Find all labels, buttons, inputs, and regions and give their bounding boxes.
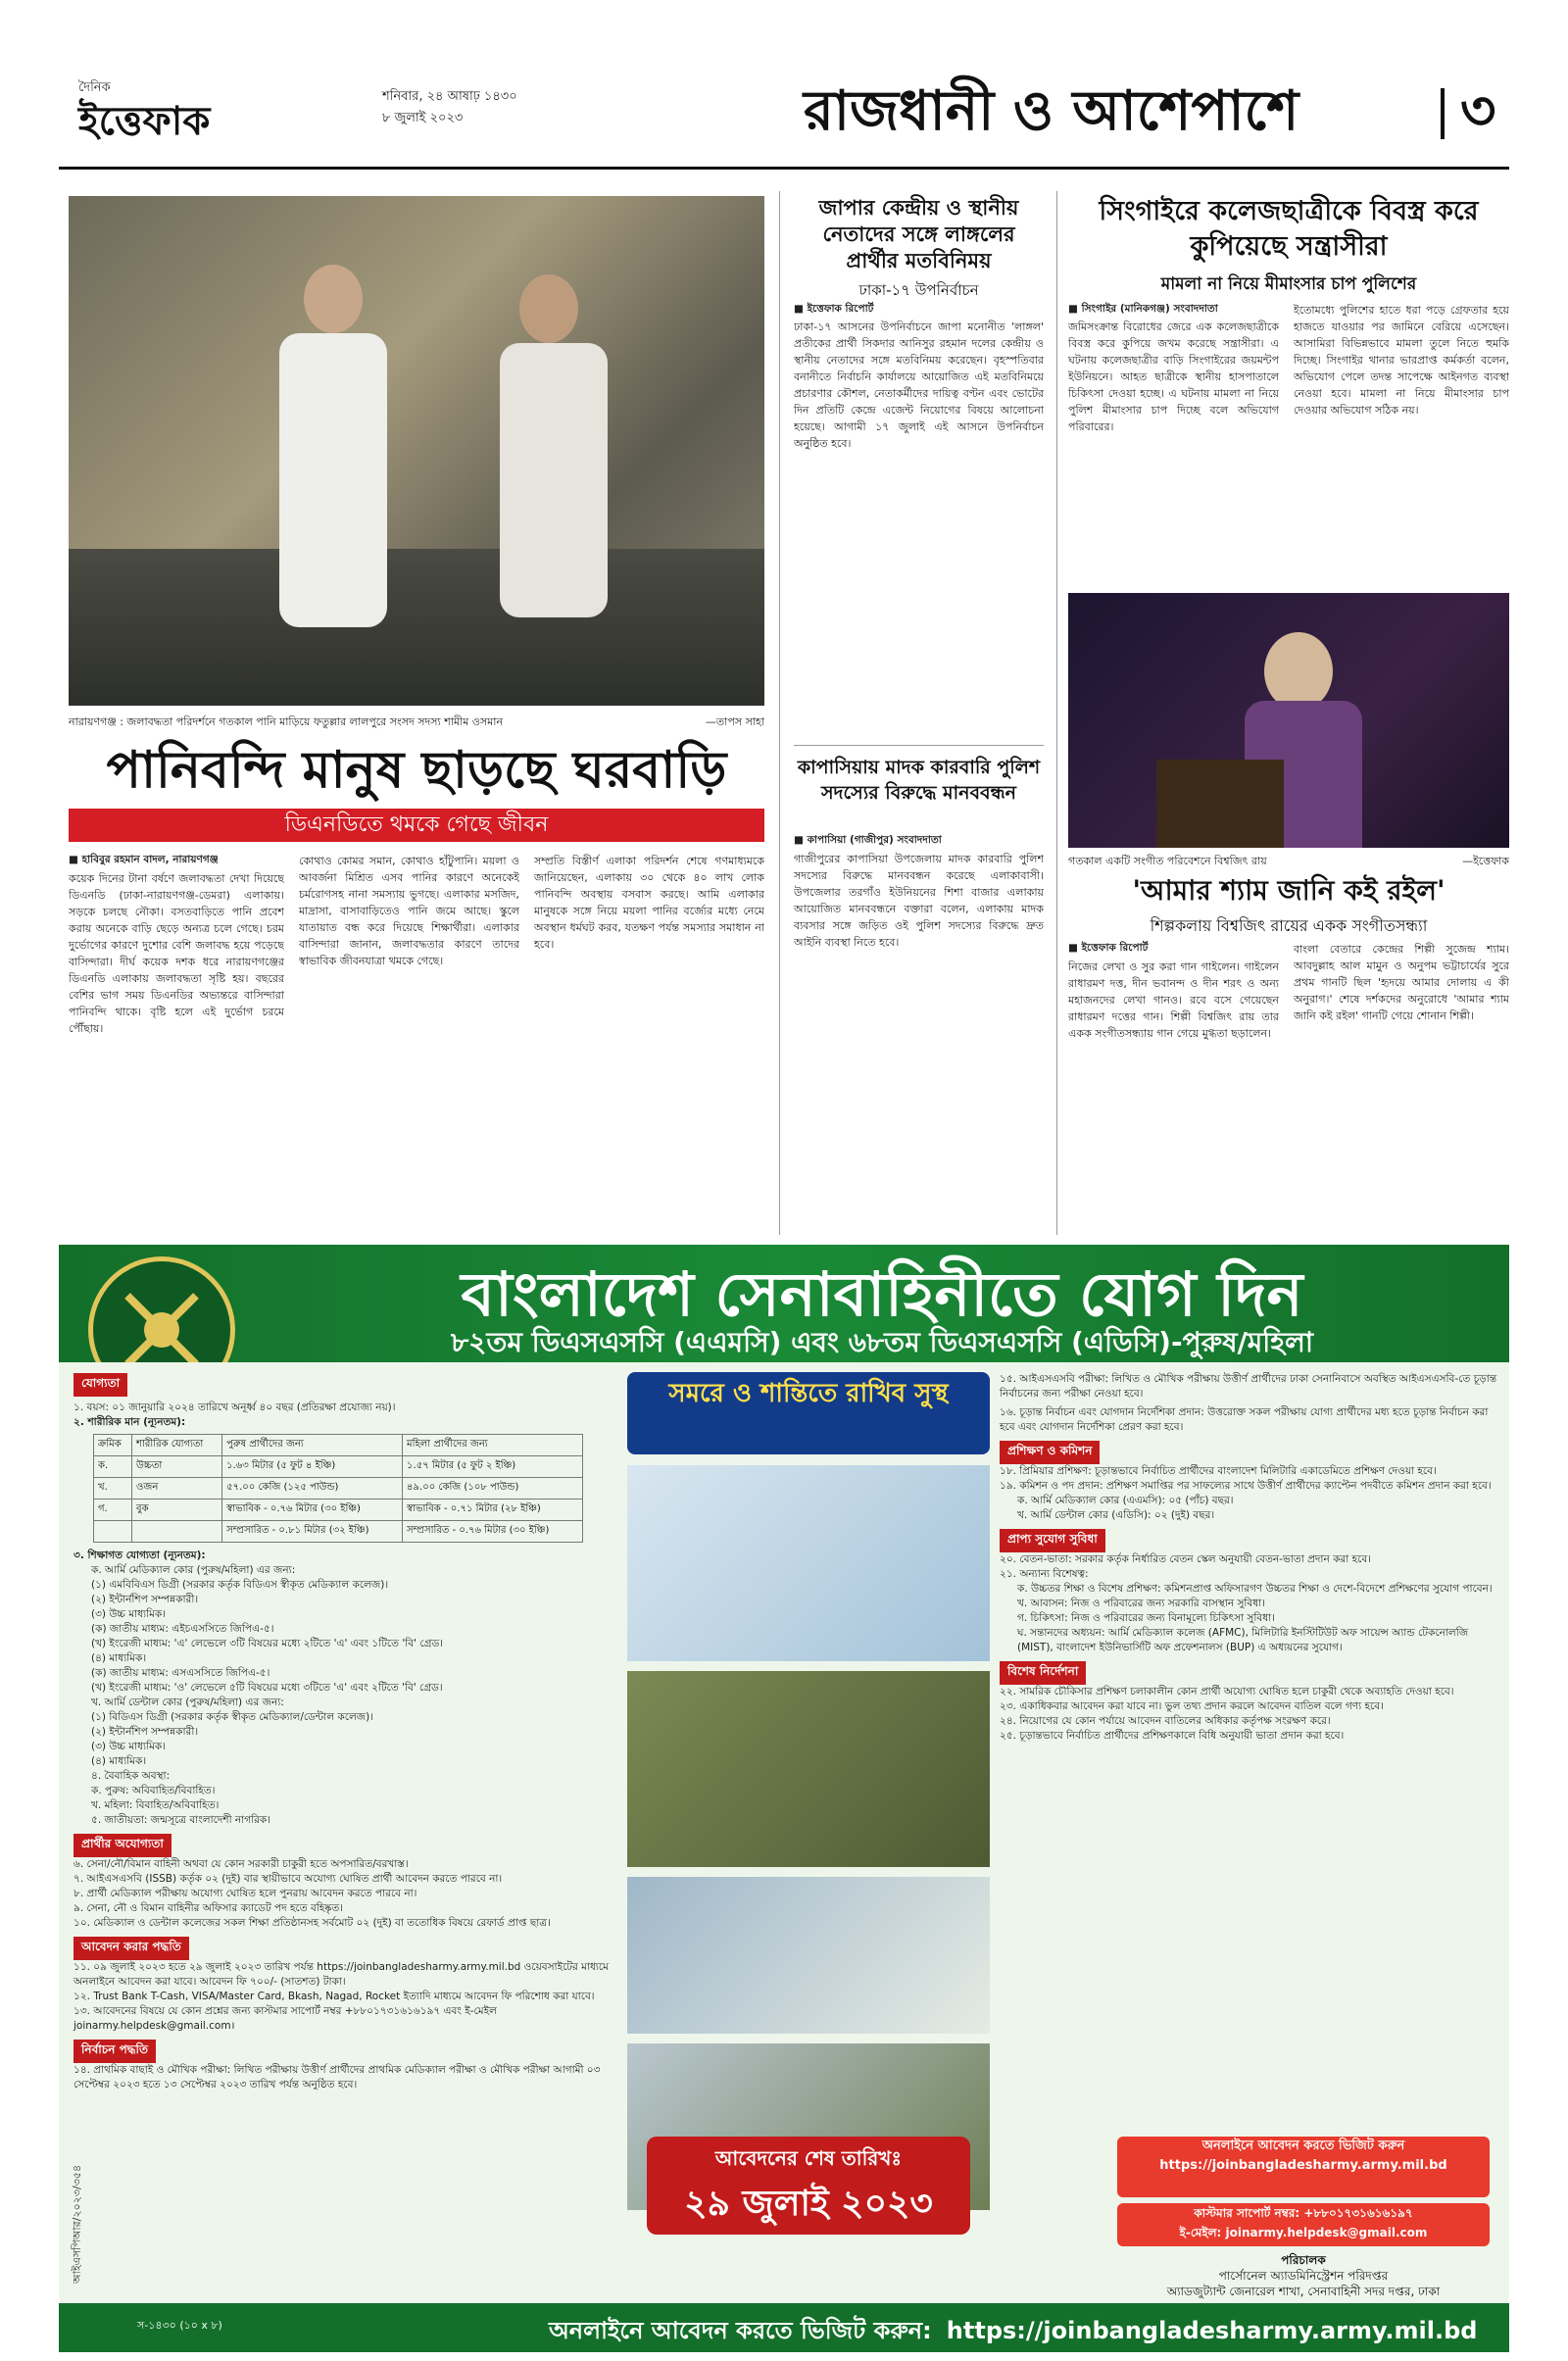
- eligibility-heading: যোগ্যতা: [74, 1373, 127, 1397]
- education-item: (৩) উচ্চ মাধ্যমিক।: [91, 1608, 167, 1620]
- table-header-row: [94, 1435, 583, 1456]
- selection-heading: নির্বাচন পদ্ধতি: [74, 2040, 156, 2063]
- deadline-date: ২৯ জুলাই ২০২৩: [684, 2184, 933, 2224]
- benefits-heading: প্রাপ্য সুযোগ সুবিধা: [1000, 1529, 1105, 1552]
- story5-col2: বাংলা বেতারে কেন্দ্রের শিল্পী সুজেন্দ্র শ্যাম। আবদুল্লাহ আল মামুন ও অনুপম ভট্টাচার্যের সুরে প্রথম গানটি ছিল 'হৃদয়ে আমার দোলায় এ কী অনুরাগ।' শেষে দর্শকদের অনুরোধে 'আমার শ্যাম জানি কই রইল' গানটি গেয়ে শোনান শিল্পী।: [1294, 943, 1509, 1022]
- disqualify-item: ৭. আইএসএসবি (ISSB) কর্তৃক ০২ (দুই) বার স্থায়ীভাবে অযোগ্য ঘোষিত প্রার্থী আবেদন করতে পারবে না।: [74, 1873, 503, 1885]
- training-heading: প্রশিক্ষণ ও কমিশন: [1000, 1441, 1100, 1464]
- online-url[interactable]: https://joinbangladesharmy.army.mil.bd: [1159, 2158, 1447, 2173]
- table-row: [94, 1521, 583, 1543]
- online-hint: অনলাইনে আবেদন করতে ভিজিট করুন: [1201, 2139, 1405, 2153]
- newspaper-logo: [69, 78, 284, 144]
- education-heading: ৩. শিক্ষাগত যোগ্যতা (ন্যূনতম):: [74, 1549, 206, 1561]
- signature-line: পার্সোনেল অ্যাডমিনিস্ট্রেশন পরিদপ্তর: [1218, 2269, 1389, 2283]
- benefits-item: গ. চিকিৎসা: নিজ ও পরিবারের জন্য বিনামূল্যে চিকিৎসা সুবিধা।: [1017, 1612, 1275, 1624]
- disqualify-item: ৯. সেনা, নৌ ও বিমান বাহিনীর অফিসার ক্যাডেট পদ হতে বহিষ্কৃত।: [74, 1902, 343, 1914]
- story2-body: ঢাকা-১৭ আসনের উপনির্বাচনে জাপা মনোনীত 'লাঙ্গল' প্রতীকের প্রার্থী সিকদার আনিসুর রহমান দলের কেন্দ্রীয় ও স্থানীয় নেতাদের সঙ্গে মতবিনিময় করেছেন। বৃহস্পতিবার বনানীতে নির্বাচনি কার্যালয়ে আয়োজিত এই মতবিনিময়ে প্রচারণার কৌশল, নেতাকর্মীদের দায়িত্ব বণ্টন এবং ভোটের দিন প্রতিটি কেন্দ্রে এজেন্ট নিয়োগের বিষয়ে আলোচনা হয়েছে। আগামী ১৭ জুলাই এই আসনে উপনির্বাচন অনুষ্ঠিত হবে।: [794, 320, 1044, 450]
- education-item: (৪) মাধ্যমিক।: [91, 1755, 147, 1767]
- un-vehicle-photo: [627, 1877, 990, 2034]
- table-cell: স্বাভাবিক - ০.৭৬ মিটার (৩০ ইঞ্চি): [222, 1500, 403, 1521]
- concert-photo: [1068, 593, 1509, 848]
- story1-col3: সম্প্রতি বিস্তীর্ণ এলাকা পরিদর্শন শেষে গণমাধ্যমকে জানিয়েছেন, এলাকায় ৩০ থেকে ৪০ লাখ লোক পানিবন্দি অবস্থায় বসবাস করছে। আমি এলাকার মানুষকে সঙ্গে নিয়ে ময়লা পানির বর্জ্যের মধ্যে নেমে অবস্থান ধর্মঘট করব, যতক্ষণ পর্যন্ত সমস্যার সমাধান না হবে।: [534, 855, 764, 951]
- special-item: ২৩. একাধিকবার আবেদন করা যাবে না। ভুল তথ্য প্রদান করলে আবেদন বাতিল বলে গণ্য হবে।: [1000, 1700, 1384, 1712]
- table-cell: ৪৯.০০ কেজি (১০৮ পাউন্ড): [403, 1478, 583, 1500]
- education-list: [74, 1563, 622, 1828]
- education-item: ক. আর্মি মেডিক্যাল কোর (পুরুষ/মহিলা) এর জন্য:: [91, 1564, 296, 1576]
- special-heading: বিশেষ নির্দেশনা: [1000, 1661, 1086, 1685]
- signature-block: [1117, 2252, 1490, 2299]
- support-phone: কাস্টমার সাপোর্ট নম্বর: +৮৮০১৭৩১৬১৬১৯৭: [1194, 2206, 1413, 2220]
- subhead-bar: ডিএনডিতে থমকে গেছে জীবন: [69, 809, 764, 842]
- side-code: আইএসপিআর/২০২৩/৩৫৪: [71, 2164, 83, 2284]
- disqualify-item: ১০. মেডিক্যাল ও ডেন্টাল কলেজের সকল শিক্ষা প্রতিষ্ঠানসহ সর্বমোট ০২ (দুই) বা ততোধিক বিষয়ে রেফার্ড প্রাপ্ত ছাত্র।: [74, 1917, 551, 1929]
- date-bangla: শনিবার, ২৪ আষাঢ় ১৪৩০: [382, 89, 517, 104]
- dateline: [382, 86, 517, 129]
- table-cell: সম্প্রসারিত - ০.৭৬ মিটার (৩০ ইঞ্চি): [403, 1521, 583, 1543]
- education-item: খ. মহিলা: বিবাহিত/অবিবাহিত।: [91, 1799, 220, 1811]
- disqualify-item: ৬. সেনা/নৌ/বিমান বাহিনী অথবা যে কোন সরকারী চাকুরী হতে অপসারিত/বরখাস্ত।: [74, 1858, 409, 1870]
- army-ad-footer: [59, 2303, 1509, 2352]
- byline-concert: ■ ইত্তেফাক রিপোর্ট: [1068, 942, 1149, 954]
- bottom-hint: অনলাইনে আবেদন করতে ভিজিট করুন:: [549, 2317, 932, 2344]
- benefits-item: ক. উচ্চতর শিক্ষা ও বিশেষ প্রশিক্ষণ: কমিশনপ্রাপ্ত অফিসারগণ উচ্চতর শিক্ষা ও দেশে-বিদেশে প্রশিক্ষণের সুযোগ পাবেন।: [1017, 1583, 1493, 1595]
- apply-item: ১২. Trust Bank T-Cash, VISA/Master Card, Bkash, Nagad, Rocket ইত্যাদি মাধ্যমে আবেদন ফি পরিশোধ করা যাবে।: [74, 1991, 595, 2002]
- page-separator: [1441, 88, 1445, 139]
- table-row: [94, 1500, 583, 1521]
- divider: [794, 745, 1044, 746]
- medical-photo: [627, 1465, 990, 1661]
- table-row: [94, 1478, 583, 1500]
- byline-singair: ■ সিংগাইর (মানিকগঞ্জ) সংবাদদাতা: [1068, 303, 1218, 315]
- apply-heading: আবেদন করার পদ্ধতি: [74, 1937, 189, 1960]
- signature-title: পরিচালক: [1281, 2253, 1326, 2267]
- education-item: (খ) ইংরেজী মাধ্যম: 'এ' লেভেলে ৩টি বিষয়ের মধ্যে ২টিতে 'এ' এবং ১টিতে 'বি' গ্রেড।: [91, 1638, 443, 1649]
- education-item: (৩) উচ্চ মাধ্যমিক।: [91, 1741, 167, 1752]
- education-item: (খ) ইংরেজী মাধ্যম: 'ও' লেভেলে ৫টি বিষয়ের মধ্যে ৩টিতে 'এ' এবং ২টিতে 'বি' গ্রেড।: [91, 1682, 443, 1694]
- disqualify-heading: প্রার্থীর অযোগ্যতা: [74, 1834, 172, 1857]
- ref-code: স-১৪৩০ (১০ x ৮): [137, 2319, 222, 2332]
- signature-line: অ্যাডজুট্যান্ট জেনারেল শাখা, সেনাবাহিনী সদর দপ্তর, ঢাকা: [1166, 2285, 1441, 2298]
- support-box: [1117, 2203, 1490, 2246]
- education-item: (১) এমবিবিএস ডিগ্রী (সরকার কর্তৃক বিডিএস স্বীকৃত মেডিক্যাল কলেজ)।: [91, 1579, 389, 1591]
- benefits-item: খ. আবাসন: নিজ ও পরিবারের জন্য সরকারি বাসস্থান সুবিধা।: [1017, 1598, 1265, 1609]
- headline-singair: সিংগাইরে কলেজছাত্রীকে বিবস্ত্র করে কুপিয়েছে সন্ত্রাসীরা: [1099, 196, 1479, 262]
- ad-left-column: [74, 1372, 622, 2092]
- table-cell: [132, 1521, 222, 1543]
- table-cell: খ.: [94, 1478, 132, 1500]
- table-header: মহিলা প্রার্থীদের জন্য: [403, 1435, 583, 1456]
- page-number: ৩: [1460, 78, 1496, 143]
- online-hint-box: [1117, 2137, 1490, 2197]
- byline-japa: ■ ইত্তেফাক রিপোর্ট: [794, 303, 874, 315]
- deadline-box: [647, 2137, 970, 2235]
- education-item: (ক) জাতীয় মাধ্যম: এসএসসিতে জিপিএ-৫।: [91, 1667, 270, 1679]
- waterlogging-photo: [69, 196, 764, 706]
- table-header: শারীরিক যোগ্যতা: [132, 1435, 222, 1456]
- headline-concert: 'আমার শ্যাম জানি কই রইল': [1132, 874, 1446, 907]
- story3-body: গাজীপুরের কাপাসিয়া উপজেলায় মাদক কারবারি পুলিশ সদস্যের বিরুদ্ধে মানববন্ধন করেছে এলাকাবাসী। উপজেলার তরগাঁও ইউনিয়নের শিশা বাজার এলাকায় আয়োজিত মানববন্ধনে বক্তারা বলেন, এলাকায় মাদক ব্যবসার সঙ্গে জড়িত ওই পুলিশ সদস্যের বিরুদ্ধে দ্রুত আইনি ব্যবস্থা নিতে হবে।: [794, 853, 1044, 949]
- table-cell: [94, 1521, 132, 1543]
- table-cell: সম্প্রসারিত - ০.৮১ মিটার (৩২ ইঞ্চি): [222, 1521, 403, 1543]
- logo-small-text: দৈনিক: [78, 80, 111, 95]
- bottom-url[interactable]: https://joinbangladesharmy.army.mil.bd: [946, 2317, 1478, 2344]
- table-cell: স্বাভাবিক - ০.৭১ মিটার (২৮ ইঞ্চি): [403, 1500, 583, 1521]
- photo-credit: —তাপস সাহা: [705, 715, 764, 728]
- story1-col2: কোথাও কোমর সমান, কোথাও হাঁটুপানি। ময়লা ও আবর্জনা মিশ্রিত এসব পানির কারণে অনেকেই চর্মরোগসহ নানা সমস্যায় ভুগছে। এলাকার মসজিদ, মাদ্রাসা, বাসাবাড়িতেও পানি জমে আছে। স্কুলে যাতায়াত বন্ধ করে দিয়েছে শিক্ষার্থীরা। এলাকার বাসিন্দারা জানান, জলাবদ্ধতার কারণে তাদের স্বাভাবিক জীবনযাত্রা থমকে গেছে।: [299, 855, 519, 967]
- table-row: [94, 1456, 583, 1478]
- subhead-concert: শিল্পকলায় বিশ্বজিৎ রায়ের একক সংগীতসন্ধ্যা: [1150, 916, 1428, 935]
- headline-japa: জাপার কেন্দ্রীয় ও স্থানীয় নেতাদের সঙ্গে লাঙ্গলের প্রার্থীর মতবিনিময়: [818, 195, 1019, 272]
- top-rule: [59, 167, 1509, 170]
- education-item: (২) ইন্টার্নশিপ সম্পন্নকারী।: [91, 1594, 199, 1605]
- byline-kapasia: ■ কাপাসিয়া (গাজীপুর) সংবাদদাতা: [794, 834, 942, 846]
- age-requirement: ১. বয়স: ০১ জানুয়ারি ২০২৪ তারিখে অনূর্ধ্ব ৪০ বছর (প্রতিরক্ষা প্রযোজ্য নয়)।: [74, 1402, 396, 1413]
- training-item: খ. আর্মি ডেন্টাল কোর (এডিসি): ০২ (দুই) বছর।: [1017, 1509, 1215, 1521]
- headline-kapasia: কাপাসিয়ায় মাদক কারবারি পুলিশ সদস্যের বিরুদ্ধে মানববন্ধন: [797, 757, 1041, 804]
- special-item: ২৫. চূড়ান্তভাবে নির্বাচিত প্রার্থীদের প্রশিক্ষণকালে বিধি অনুযায়ী ভাতা প্রদান করা হবে।: [1000, 1730, 1345, 1742]
- apply-item: ১১. ০৯ জুলাই ২০২৩ হতে ২৯ জুলাই ২০২৩ তারিখ পর্যন্ত https://joinbangladesharmy.army.mil.bd ওয়েবসাইটের মাধ্যমে অনলাইনে আবেদন করা যাবে। আবেদন ফি ৭০০/- (সাতশত) টাকা।: [74, 1961, 609, 1988]
- education-item: (১) বিডিএস ডিগ্রী (সরকার কর্তৃক স্বীকৃত মেডিক্যাল/ডেন্টাল কলেজ)।: [91, 1711, 374, 1723]
- deadline-label: আবেদনের শেষ তারিখঃ: [714, 2146, 903, 2170]
- table-cell: ৫৭.০০ কেজি (১২৫ পাউন্ড): [222, 1478, 403, 1500]
- benefits-item: ঘ. সন্তানদের অধ্যয়ন: আর্মি মেডিক্যাল কলেজ (AFMC), মিলিটারি ইনস্টিটিউট অফ সায়েন্স অ্যান্ড টেকনোলজি (MIST), বাংলাদেশ ইউনিভার্সিটি অফ প্রফেশনালস (BUP) এ অধ্যয়নের সুযোগ।: [1017, 1627, 1469, 1653]
- subhead-singair: মামলা না নিয়ে মীমাংসার চাপ পুলিশের: [1160, 274, 1417, 294]
- education-item: (২) ইন্টার্নশিপ সম্পন্নকারী।: [91, 1726, 199, 1738]
- education-item: (৪) মাধ্যমিক।: [91, 1652, 147, 1664]
- story5-col1: নিজের লেখা ও সুর করা গান গাইলেন। গাইলেন রাধারমণ দত্ত, দীন ভবানন্দ ও দীন শরৎ ও অন্য মহাজনদের লেখা গানও। রবে বসে গেয়েছেন রাধারমণ দত্তের গান। শিল্পী বিশ্বজিৎ রায় তার একক সংগীতসন্ধ্যায় গান গেয়ে মুগ্ধতা ছড়ালেন।: [1068, 960, 1279, 1040]
- final-selection-item: ১৬. চূড়ান্ত নির্বাচন এবং যোগদান নির্দেশিকা প্রদান: উত্তরোক্ত সকল পরীক্ষায় যোগ্য প্রার্থীদের মধ্য হতে চূড়ান্ত নির্বাচন করা হবে এবং যোগদান নির্দেশিকা প্রেরণ করা হবে।: [1000, 1406, 1489, 1433]
- subhead-japa: ঢাকা-১৭ উপনির্বাচন: [858, 281, 979, 299]
- concert-credit: —ইত্তেফাক: [1462, 855, 1509, 867]
- support-email[interactable]: ই-মেইল: joinarmy.helpdesk@gmail.com: [1179, 2226, 1428, 2239]
- benefits-item: ২০. বেতন-ভাতা: সরকার কর্তৃক নির্ধারিত বেতন স্কেল অনুযায়ী বেতন-ভাতা প্রদান করা হবে।: [1000, 1553, 1371, 1565]
- story4-col2: ইতোমধ্যে পুলিশের হাতে ধরা পড়ে গ্রেফতার হয়ে হাজতে যাওয়ার পর জামিনে বেরিয়ে এসেছেন। আসামিরা বিভিন্নভাবে মামলা তুলে নিতে হুমকি দিচ্ছে। সিংগাইর থানার ভারপ্রাপ্ত কর্মকর্তা বলেন, অভিযোগ পেলে তদন্ত সাপেক্ষে আইনগত ব্যবস্থা নেওয়া হবে। মামলা না নিয়ে মীমাংসার চাপ দেওয়ার অভিযোগ সঠিক নয়।: [1294, 304, 1509, 417]
- column-rule: [1056, 191, 1057, 1235]
- education-item: খ. আর্মি ডেন্টাল কোর (পুরুষ/মহিলা) এর জন্য:: [91, 1697, 284, 1708]
- benefits-item: ২১. অন্যান্য বিশেষত্ব:: [1000, 1568, 1089, 1580]
- disqualify-item: ৮. প্রার্থী মেডিক্যাল পরীক্ষায় অযোগ্য ঘোষিত হলে পুনরায় আবেদন করতে পারবে না।: [74, 1888, 417, 1899]
- special-item: ২৪. নিয়োগের যে কোন পর্যায়ে আবেদন বাতিলের অধিকার কর্তৃপক্ষ সংরক্ষণ করে।: [1000, 1715, 1331, 1727]
- training-item: ক. আর্মি মেডিক্যাল কোর (এএমসি): ০৫ (পাঁচ) বছর।: [1017, 1495, 1234, 1506]
- concert-caption: গতকাল একটি সংগীত পরিবেশনে বিশ্বজিৎ রায়: [1068, 855, 1267, 867]
- table-cell: উচ্চতা: [132, 1456, 222, 1478]
- headline-main: পানিবন্দি মানুষ ছাড়ছে ঘরবাড়ি: [106, 740, 727, 800]
- slogan-box: সমরে ও শান্তিতে রাখিব সুস্থ: [627, 1372, 990, 1454]
- army-ad-subtitle: ৮২তম ডিএসএসসি (এএমসি) এবং ৬৮তম ডিএসএসসি (এডিসি)-পুরুষ/মহিলা: [450, 1326, 1314, 1358]
- army-ad-header: [59, 1245, 1509, 1362]
- table-header: পুরুষ প্রার্থীদের জন্য: [222, 1435, 403, 1456]
- table-cell: ক.: [94, 1456, 132, 1478]
- table-cell: গ.: [94, 1500, 132, 1521]
- table-header: ক্রমিক: [94, 1435, 132, 1456]
- table-cell: ১.৫৭ মিটার (৫ ফুট ২ ইঞ্চি): [403, 1456, 583, 1478]
- selection-item: ১৪. প্রাথমিক বাছাই ও মৌখিক পরীক্ষা: লিখিত পরীক্ষায় উত্তীর্ণ প্রার্থীদের প্রাথমিক মেডিক্যাল পরীক্ষা ও মৌখিক পরীক্ষা আগামী ০৩ সেপ্টেম্বর ২০২৩ হতে ১৩ সেপ্টেম্বর ২০২৩ তারিখ পর্যন্ত অনুষ্ঠিত হবে।: [74, 2064, 601, 2090]
- section-title: রাজধানী ও আশেপাশে: [804, 78, 1299, 143]
- issb-item: ১৫. আইএসএসবি পরীক্ষা: লিখিত ও মৌখিক পরীক্ষায় উত্তীর্ণ প্রার্থীদের ঢাকা সেনানিবাসে অবস্থিত আইএসএসবি-তে চূড়ান্ত নির্বাচনের জন্য পরীক্ষা নেওয়া হবে।: [1000, 1373, 1497, 1400]
- date-en: ৮ জুলাই ২০২৩: [382, 111, 464, 125]
- field-photo: [627, 1671, 990, 1867]
- training-item: ১৯. কমিশন ও পদ প্রদান: প্রশিক্ষণ সমাপ্তির পর সাফল্যের সাথে উত্তীর্ণ প্রার্থীদের ক্যাপ্টেন পদবীতে কমিশন প্রদান করা হবে।: [1000, 1480, 1492, 1492]
- byline: ■ হাবিবুর রহমান বাদল, নারায়ণগঞ্জ: [69, 854, 219, 865]
- apply-item: ১৩. আবেদনের বিষয়ে যে কোন প্রশ্নের জন্য কাস্টমার সাপোর্ট নম্বর +৮৮০১৭৩১৬১৬১৯৭ এবং ই-মেইল joinarmy.helpdesk@gmail.com।: [74, 2005, 497, 2032]
- training-item: ১৮. প্রিমিয়ার প্রশিক্ষণ: চূড়ান্তভাবে নির্বাচিত প্রার্থীদের বাংলাদেশ মিলিটারি একাডেমিতে প্রশিক্ষণ দেওয়া হবে।: [1000, 1465, 1437, 1477]
- special-item: ২২. সামরিক চৌকিসার প্রশিক্ষণ চলাকালীন কোন প্রার্থী অযোগ্য ঘোষিত হলে চাকুরী থেকে অব্যাহতি দেওয়া হবে।: [1000, 1686, 1454, 1697]
- physical-table: [93, 1434, 583, 1543]
- story1-col1: কয়েক দিনের টানা বর্ষণে জলাবদ্ধতা দেখা দিয়েছে ডিএনডি (ঢাকা-নারায়ণগঞ্জ-ডেমরা) এলাকায়। সড়কে চলছে নৌকা। বসতবাড়িতে পানি প্রবেশ করায় অনেকে বাড়ি ছেড়ে অন্যত্র চলে গেছে। চরম দুর্ভোগের কারণে দুশোর বেশি জলাবদ্ধ হয়ে পড়েছে বাসিন্দারা। দীর্ঘ কয়েক দশক ধরে নারায়ণগঞ্জের ডিএনডি এলাকায় জলাবদ্ধতা সৃষ্টি হয়। বছরের বেশির ভাগ সময় ডিএনডির অভ্যন্তরে বাসিন্দারা পানিবন্দি থাকে। বৃষ্টি হলে এই দুর্ভোগ চরমে পৌঁছায়।: [69, 872, 284, 1035]
- army-ad-title: বাংলাদেশ সেনাবাহিনীতে যোগ দিন: [461, 1258, 1303, 1330]
- education-item: ৫. জাতীয়তা: জন্মসূত্রে বাংলাদেশী নাগরিক।: [91, 1814, 270, 1826]
- table-cell: বুক: [132, 1500, 222, 1521]
- story4-col1: জমিসংক্রান্ত বিরোধের জেরে এক কলেজছাত্রীকে বিবস্ত্র করে কুপিয়ে জখম করেছে সন্ত্রাসীরা। এ ঘটনায় কলেজছাত্রীর বাড়ি সিংগাইরের জয়মন্টপ ইউনিয়নে। আহত ছাত্রীকে স্থানীয় হাসপাতালে চিকিৎসা দেওয়া হচ্ছে। এ ঘটনায় মামলা না নিয়ে পুলিশ মীমাংসার চাপ দিচ্ছে বলে অভিযোগ পরিবারের।: [1068, 320, 1279, 433]
- table-cell: ১.৬৩ মিটার (৫ ফুট ৪ ইঞ্চি): [222, 1456, 403, 1478]
- education-item: (ক) জাতীয় মাধ্যম: এইচএসসিতে জিপিএ-৫।: [91, 1623, 274, 1635]
- photo-caption: নারায়ণগঞ্জ : জলাবদ্ধতা পরিদর্শনে গতকাল পানি মাড়িয়ে ফতুল্লার লালপুরে সংসদ সদস্য শামীম ওসমান: [69, 715, 504, 728]
- ad-right-column: [1000, 1372, 1499, 1744]
- column-rule: [779, 191, 780, 1235]
- logo-text: ইত্তেফাক: [78, 98, 211, 144]
- education-item: ৪. বৈবাহিক অবস্থা:: [91, 1770, 171, 1782]
- education-item: ক. পুরুষ: অবিবাহিত/বিবাহিত।: [91, 1785, 216, 1796]
- table-cell: ওজন: [132, 1478, 222, 1500]
- physical-heading: ২. শারীরিক মান (ন্যূনতম):: [74, 1416, 186, 1428]
